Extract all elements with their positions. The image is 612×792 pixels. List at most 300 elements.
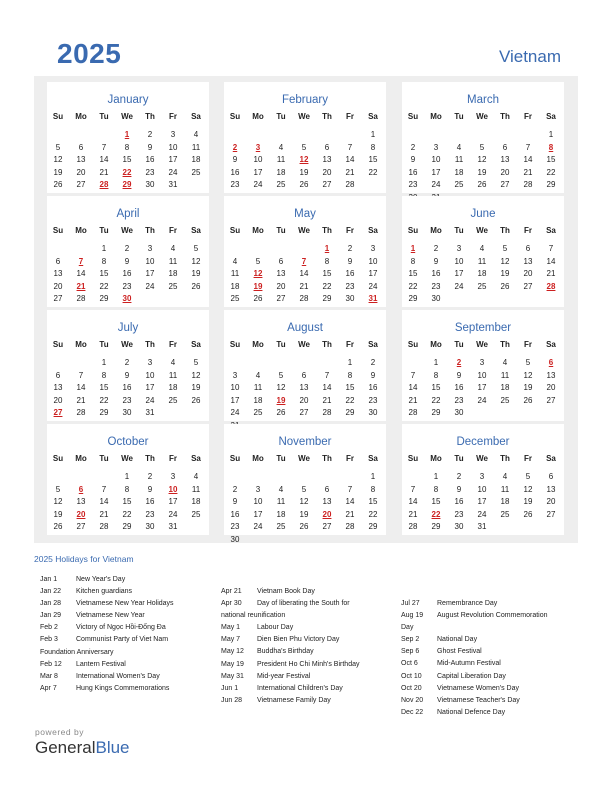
month-title: June <box>470 208 496 220</box>
holiday-day: 1 <box>410 244 416 253</box>
day-cell: 28 <box>299 294 309 304</box>
holiday-name: Vietnamese Family Day <box>257 696 331 704</box>
weekday-header: Su <box>52 340 64 349</box>
day-cell: 10 <box>253 155 263 165</box>
day-cell: 5 <box>301 484 307 494</box>
day-cell: 4 <box>170 358 176 367</box>
day-cell: 24 <box>368 281 378 291</box>
weekday-header: Mo <box>430 340 442 349</box>
day-cell: 22 <box>368 509 378 519</box>
day-cell: 17 <box>477 383 487 393</box>
day-cell: 22 <box>345 395 355 405</box>
weekday-header: Tu <box>276 112 286 121</box>
day-cell: 1 <box>370 472 376 481</box>
day-cell: 15 <box>431 497 441 507</box>
weekday-header: We <box>298 454 310 463</box>
day-cell: 4 <box>193 130 199 139</box>
day-cell: 4 <box>232 256 238 266</box>
weekday-header: Su <box>52 112 64 121</box>
weekday-header: Mo <box>252 454 264 463</box>
day-cell: 13 <box>523 256 533 266</box>
holiday-day: 27 <box>53 408 63 418</box>
day-cell: 21 <box>345 509 355 519</box>
day-cell: 30 <box>145 180 155 190</box>
day-cell: 26 <box>523 395 533 405</box>
month-november <box>224 424 386 544</box>
holiday-date: May 31 <box>221 672 244 680</box>
day-cell: 19 <box>299 509 309 519</box>
weekday-header: Su <box>407 226 419 235</box>
day-cell: 7 <box>548 244 554 253</box>
holiday-day: 2 <box>232 142 238 152</box>
holiday-day: 10 <box>168 484 178 494</box>
holiday-day: 29 <box>122 180 132 190</box>
day-cell: 22 <box>122 509 132 519</box>
day-cell: 25 <box>454 180 464 190</box>
day-cell: 23 <box>431 281 441 291</box>
weekday-header: Th <box>145 340 155 349</box>
weekday-header: Mo <box>75 454 87 463</box>
day-cell: 14 <box>523 155 533 165</box>
day-cell: 29 <box>431 522 441 532</box>
day-cell: 21 <box>408 395 418 405</box>
holiday-name: Vietnamese Teacher's Day <box>437 696 520 704</box>
weekday-header: Fr <box>169 340 177 349</box>
month-august <box>224 310 386 421</box>
day-cell: 15 <box>345 383 355 393</box>
weekday-header: Sa <box>546 226 556 235</box>
day-cell: 26 <box>253 294 263 304</box>
holiday-date: Dec 22 <box>401 708 424 716</box>
day-cell: 3 <box>147 244 153 253</box>
holiday-name: National Day <box>437 636 478 644</box>
day-cell: 9 <box>124 370 130 380</box>
day-cell: 31 <box>477 522 487 532</box>
month-title: January <box>107 94 149 106</box>
day-cell: 9 <box>147 484 153 494</box>
day-cell: 7 <box>410 370 416 380</box>
day-cell: 12 <box>500 256 510 266</box>
day-cell: 21 <box>345 167 355 177</box>
day-cell: 30 <box>454 408 464 418</box>
day-cell: 11 <box>191 484 201 494</box>
day-cell: 23 <box>145 509 155 519</box>
day-cell: 20 <box>76 167 86 177</box>
day-cell: 5 <box>55 484 61 494</box>
day-cell: 19 <box>191 383 201 393</box>
weekday-header: Tu <box>276 226 286 235</box>
day-cell: 21 <box>76 395 86 405</box>
weekday-header: Tu <box>99 112 109 121</box>
day-cell: 4 <box>479 244 485 253</box>
day-cell: 21 <box>546 269 556 279</box>
day-cell: 1 <box>433 358 439 367</box>
brand-general: General <box>35 738 96 757</box>
day-cell: 26 <box>53 180 63 190</box>
day-cell: 28 <box>345 180 355 190</box>
day-cell: 27 <box>322 522 332 532</box>
month-january <box>47 82 209 193</box>
weekday-header: Mo <box>252 112 264 121</box>
weekday-header: Fr <box>346 112 354 121</box>
day-cell: 4 <box>502 358 508 367</box>
day-cell: 24 <box>253 522 263 532</box>
holiday-day: 6 <box>78 484 84 494</box>
weekday-header: Mo <box>430 226 442 235</box>
weekday-header: Th <box>145 454 155 463</box>
day-cell: 6 <box>78 142 84 152</box>
day-cell: 8 <box>433 370 439 380</box>
weekday-header: Sa <box>191 340 201 349</box>
weekday-header: We <box>121 112 133 121</box>
holiday-day: 12 <box>299 155 309 165</box>
weekday-header: Su <box>407 112 419 121</box>
weekday-header: Tu <box>454 112 464 121</box>
day-cell: 5 <box>193 244 199 253</box>
day-cell: 8 <box>324 256 330 266</box>
day-cell: 28 <box>322 408 332 418</box>
weekday-header: Sa <box>368 454 378 463</box>
day-cell: 18 <box>500 383 510 393</box>
day-cell: 13 <box>500 155 510 165</box>
holiday-day: 7 <box>301 256 307 266</box>
day-cell: 31 <box>168 522 178 532</box>
day-cell: 25 <box>168 395 178 405</box>
day-cell: 16 <box>408 167 418 177</box>
day-cell: 19 <box>523 497 533 507</box>
day-cell: 26 <box>191 395 201 405</box>
day-cell: 27 <box>500 180 510 190</box>
day-cell: 2 <box>124 358 130 367</box>
day-cell: 29 <box>431 408 441 418</box>
weekday-header: Fr <box>524 112 532 121</box>
day-cell: 9 <box>232 155 238 165</box>
day-cell: 13 <box>276 269 286 279</box>
day-cell: 30 <box>345 294 355 304</box>
holiday-date: Jan 22 <box>40 588 62 596</box>
day-cell: 19 <box>299 167 309 177</box>
day-cell: 24 <box>168 509 178 519</box>
holiday-name: Victory of Ngọc Hồi-Đống Đa <box>76 624 166 632</box>
holiday-date: Sep 6 <box>401 648 420 656</box>
day-cell: 22 <box>368 167 378 177</box>
day-cell: 10 <box>431 155 441 165</box>
day-cell: 12 <box>191 256 201 266</box>
day-cell: 20 <box>53 395 63 405</box>
country-name: Vietnam <box>498 47 561 66</box>
day-cell: 8 <box>124 142 130 152</box>
day-cell: 23 <box>454 395 464 405</box>
weekday-header: Tu <box>454 226 464 235</box>
holiday-name: Day of liberating the South for <box>257 600 350 608</box>
day-cell: 25 <box>500 395 510 405</box>
weekday-header: Mo <box>75 340 87 349</box>
day-cell: 11 <box>168 256 178 266</box>
day-cell: 4 <box>278 484 284 494</box>
day-cell: 17 <box>477 497 487 507</box>
day-cell: 28 <box>76 408 86 418</box>
day-cell: 24 <box>145 281 155 291</box>
day-cell: 17 <box>145 269 155 279</box>
day-cell: 18 <box>191 155 201 165</box>
weekday-header: Su <box>407 454 419 463</box>
weekday-header: Sa <box>546 112 556 121</box>
weekday-header: Su <box>229 226 241 235</box>
holiday-day: 7 <box>78 256 84 266</box>
day-cell: 12 <box>477 155 487 165</box>
day-cell: 2 <box>147 130 153 139</box>
weekday-header: Su <box>229 454 241 463</box>
holiday-name: Capital Liberation Day <box>437 672 506 680</box>
day-cell: 18 <box>276 509 286 519</box>
day-cell: 16 <box>145 155 155 165</box>
weekday-header: Su <box>52 226 64 235</box>
day-cell: 5 <box>502 244 508 253</box>
weekday-header: Fr <box>524 454 532 463</box>
day-cell: 15 <box>99 383 109 393</box>
weekday-header: Fr <box>169 112 177 121</box>
day-cell: 10 <box>477 484 487 494</box>
weekday-header: Mo <box>252 340 264 349</box>
day-cell: 5 <box>193 358 199 367</box>
weekday-header: Sa <box>546 454 556 463</box>
day-cell: 9 <box>232 497 238 507</box>
day-cell: 16 <box>122 383 132 393</box>
weekday-header: Fr <box>169 226 177 235</box>
day-cell: 3 <box>147 358 153 367</box>
weekday-header: Su <box>407 340 419 349</box>
day-cell: 28 <box>408 522 418 532</box>
day-cell: 24 <box>454 281 464 291</box>
day-cell: 14 <box>99 497 109 507</box>
day-cell: 25 <box>191 509 201 519</box>
weekday-header: Mo <box>75 226 87 235</box>
holiday-name: Buddha's Birthday <box>257 648 314 656</box>
day-cell: 27 <box>276 294 286 304</box>
day-cell: 1 <box>101 244 107 253</box>
day-cell: 17 <box>454 269 464 279</box>
day-cell: 27 <box>546 509 556 519</box>
day-cell: 13 <box>546 484 556 494</box>
day-cell: 28 <box>76 294 86 304</box>
day-cell: 29 <box>546 180 556 190</box>
holiday-day: 19 <box>276 395 286 405</box>
day-cell: 17 <box>168 155 178 165</box>
day-cell: 18 <box>168 269 178 279</box>
day-cell: 8 <box>347 370 353 380</box>
day-cell: 7 <box>347 484 353 494</box>
day-cell: 1 <box>347 358 353 367</box>
month-october <box>47 424 209 535</box>
day-cell: 10 <box>230 383 240 393</box>
day-cell: 27 <box>76 522 86 532</box>
month-title: August <box>287 322 323 334</box>
weekday-header: Tu <box>99 340 109 349</box>
weekday-header: Th <box>322 340 332 349</box>
day-cell: 25 <box>253 408 263 418</box>
day-cell: 3 <box>255 484 261 494</box>
day-cell: 26 <box>299 522 309 532</box>
holiday-name: Kitchen guardians <box>76 588 133 596</box>
day-cell: 4 <box>456 142 462 152</box>
day-cell: 23 <box>345 281 355 291</box>
holiday-day: 3 <box>255 142 261 152</box>
weekday-header: Th <box>145 112 155 121</box>
month-title: September <box>454 322 512 334</box>
day-cell: 19 <box>191 269 201 279</box>
day-cell: 8 <box>370 484 376 494</box>
day-cell: 17 <box>368 269 378 279</box>
day-cell: 2 <box>370 358 376 367</box>
weekday-header: Sa <box>546 340 556 349</box>
day-cell: 16 <box>345 269 355 279</box>
day-cell: 19 <box>53 509 63 519</box>
weekday-header: We <box>476 112 488 121</box>
day-cell: 29 <box>99 294 109 304</box>
day-cell: 7 <box>347 142 353 152</box>
holiday-day: 28 <box>99 180 109 190</box>
day-cell: 16 <box>368 383 378 393</box>
day-cell: 27 <box>299 408 309 418</box>
weekday-header: Mo <box>75 112 87 121</box>
day-cell: 20 <box>299 395 309 405</box>
day-cell: 14 <box>408 383 418 393</box>
holiday-date: Jun 28 <box>221 696 243 704</box>
month-title: April <box>116 208 140 220</box>
month-title: October <box>107 436 149 448</box>
day-cell: 9 <box>410 155 416 165</box>
day-cell: 24 <box>230 408 240 418</box>
holiday-name: New Year's Day <box>76 576 126 583</box>
holiday-day: 2 <box>456 358 462 367</box>
day-cell: 5 <box>525 472 531 481</box>
weekday-header: Fr <box>346 454 354 463</box>
day-cell: 9 <box>456 370 462 380</box>
calendar-year: 2025 <box>57 38 122 69</box>
day-cell: 4 <box>193 472 199 481</box>
weekday-header: Su <box>52 454 64 463</box>
day-cell: 8 <box>101 370 107 380</box>
month-december <box>402 424 564 535</box>
day-cell: 6 <box>301 370 307 380</box>
month-title: March <box>467 94 499 106</box>
day-cell: 16 <box>431 269 441 279</box>
weekday-header: Sa <box>368 226 378 235</box>
day-cell: 9 <box>456 484 462 494</box>
day-cell: 23 <box>230 180 240 190</box>
day-cell: 27 <box>322 180 332 190</box>
weekday-header: We <box>476 226 488 235</box>
holiday-day: 19 <box>253 281 263 291</box>
day-cell: 25 <box>230 294 240 304</box>
day-cell: 13 <box>299 383 309 393</box>
holiday-day: 12 <box>253 269 263 279</box>
month-april <box>47 196 209 307</box>
holiday-name: Foundation Anniversary <box>40 648 114 656</box>
day-cell: 20 <box>53 281 63 291</box>
day-cell: 20 <box>523 269 533 279</box>
day-cell: 30 <box>454 522 464 532</box>
day-cell: 26 <box>299 180 309 190</box>
holiday-day: 20 <box>76 509 86 519</box>
day-cell: 26 <box>191 281 201 291</box>
holiday-name: Vietnamese New Year Holidays <box>76 600 174 608</box>
day-cell: 13 <box>322 497 332 507</box>
weekday-header: Th <box>322 454 332 463</box>
day-cell: 29 <box>122 522 132 532</box>
holiday-day: 22 <box>122 167 132 177</box>
day-cell: 5 <box>301 142 307 152</box>
day-cell: 17 <box>431 167 441 177</box>
day-cell: 15 <box>431 383 441 393</box>
day-cell: 5 <box>255 256 261 266</box>
day-cell: 12 <box>276 383 286 393</box>
weekday-header: Mo <box>430 454 442 463</box>
day-cell: 25 <box>276 180 286 190</box>
weekday-header: Th <box>500 340 510 349</box>
day-cell: 24 <box>168 167 178 177</box>
day-cell: 12 <box>191 370 201 380</box>
day-cell: 9 <box>347 256 353 266</box>
day-cell: 23 <box>145 167 155 177</box>
day-cell: 23 <box>230 522 240 532</box>
holiday-name: Vietnamese Women's Day <box>437 684 520 692</box>
day-cell: 17 <box>145 383 155 393</box>
holiday-date: May 1 <box>221 624 241 632</box>
weekday-header: Th <box>500 226 510 235</box>
day-cell: 25 <box>191 167 201 177</box>
day-cell: 3 <box>433 142 439 152</box>
day-cell: 24 <box>431 180 441 190</box>
day-cell: 22 <box>99 281 109 291</box>
day-cell: 29 <box>99 408 109 418</box>
day-cell: 31 <box>168 180 178 190</box>
day-cell: 28 <box>99 522 109 532</box>
day-cell: 11 <box>230 269 240 279</box>
day-cell: 4 <box>255 370 261 380</box>
day-cell: 15 <box>322 269 332 279</box>
day-cell: 15 <box>99 269 109 279</box>
weekday-header: Fr <box>524 226 532 235</box>
day-cell: 6 <box>548 472 554 481</box>
day-cell: 8 <box>101 256 107 266</box>
day-cell: 11 <box>276 497 286 507</box>
weekday-header: Tu <box>454 454 464 463</box>
day-cell: 12 <box>299 497 309 507</box>
day-cell: 1 <box>124 472 130 481</box>
weekday-header: Mo <box>430 112 442 121</box>
day-cell: 10 <box>145 370 155 380</box>
holiday-day: 28 <box>546 281 556 291</box>
weekday-header: Su <box>229 340 241 349</box>
day-cell: 12 <box>523 484 533 494</box>
day-cell: 26 <box>276 408 286 418</box>
holiday-name: national reunification <box>221 612 286 620</box>
day-cell: 9 <box>124 256 130 266</box>
holiday-name: Vietnam Book Day <box>257 588 315 595</box>
day-cell: 29 <box>322 294 332 304</box>
day-cell: 26 <box>477 180 487 190</box>
holiday-date: Jan 28 <box>40 600 62 608</box>
day-cell: 6 <box>278 256 284 266</box>
weekday-header: Sa <box>368 340 378 349</box>
day-cell: 2 <box>410 142 416 152</box>
holiday-day: 21 <box>76 281 86 291</box>
month-may <box>224 196 386 307</box>
day-cell: 7 <box>101 484 107 494</box>
day-cell: 6 <box>55 256 61 266</box>
day-cell: 26 <box>523 509 533 519</box>
